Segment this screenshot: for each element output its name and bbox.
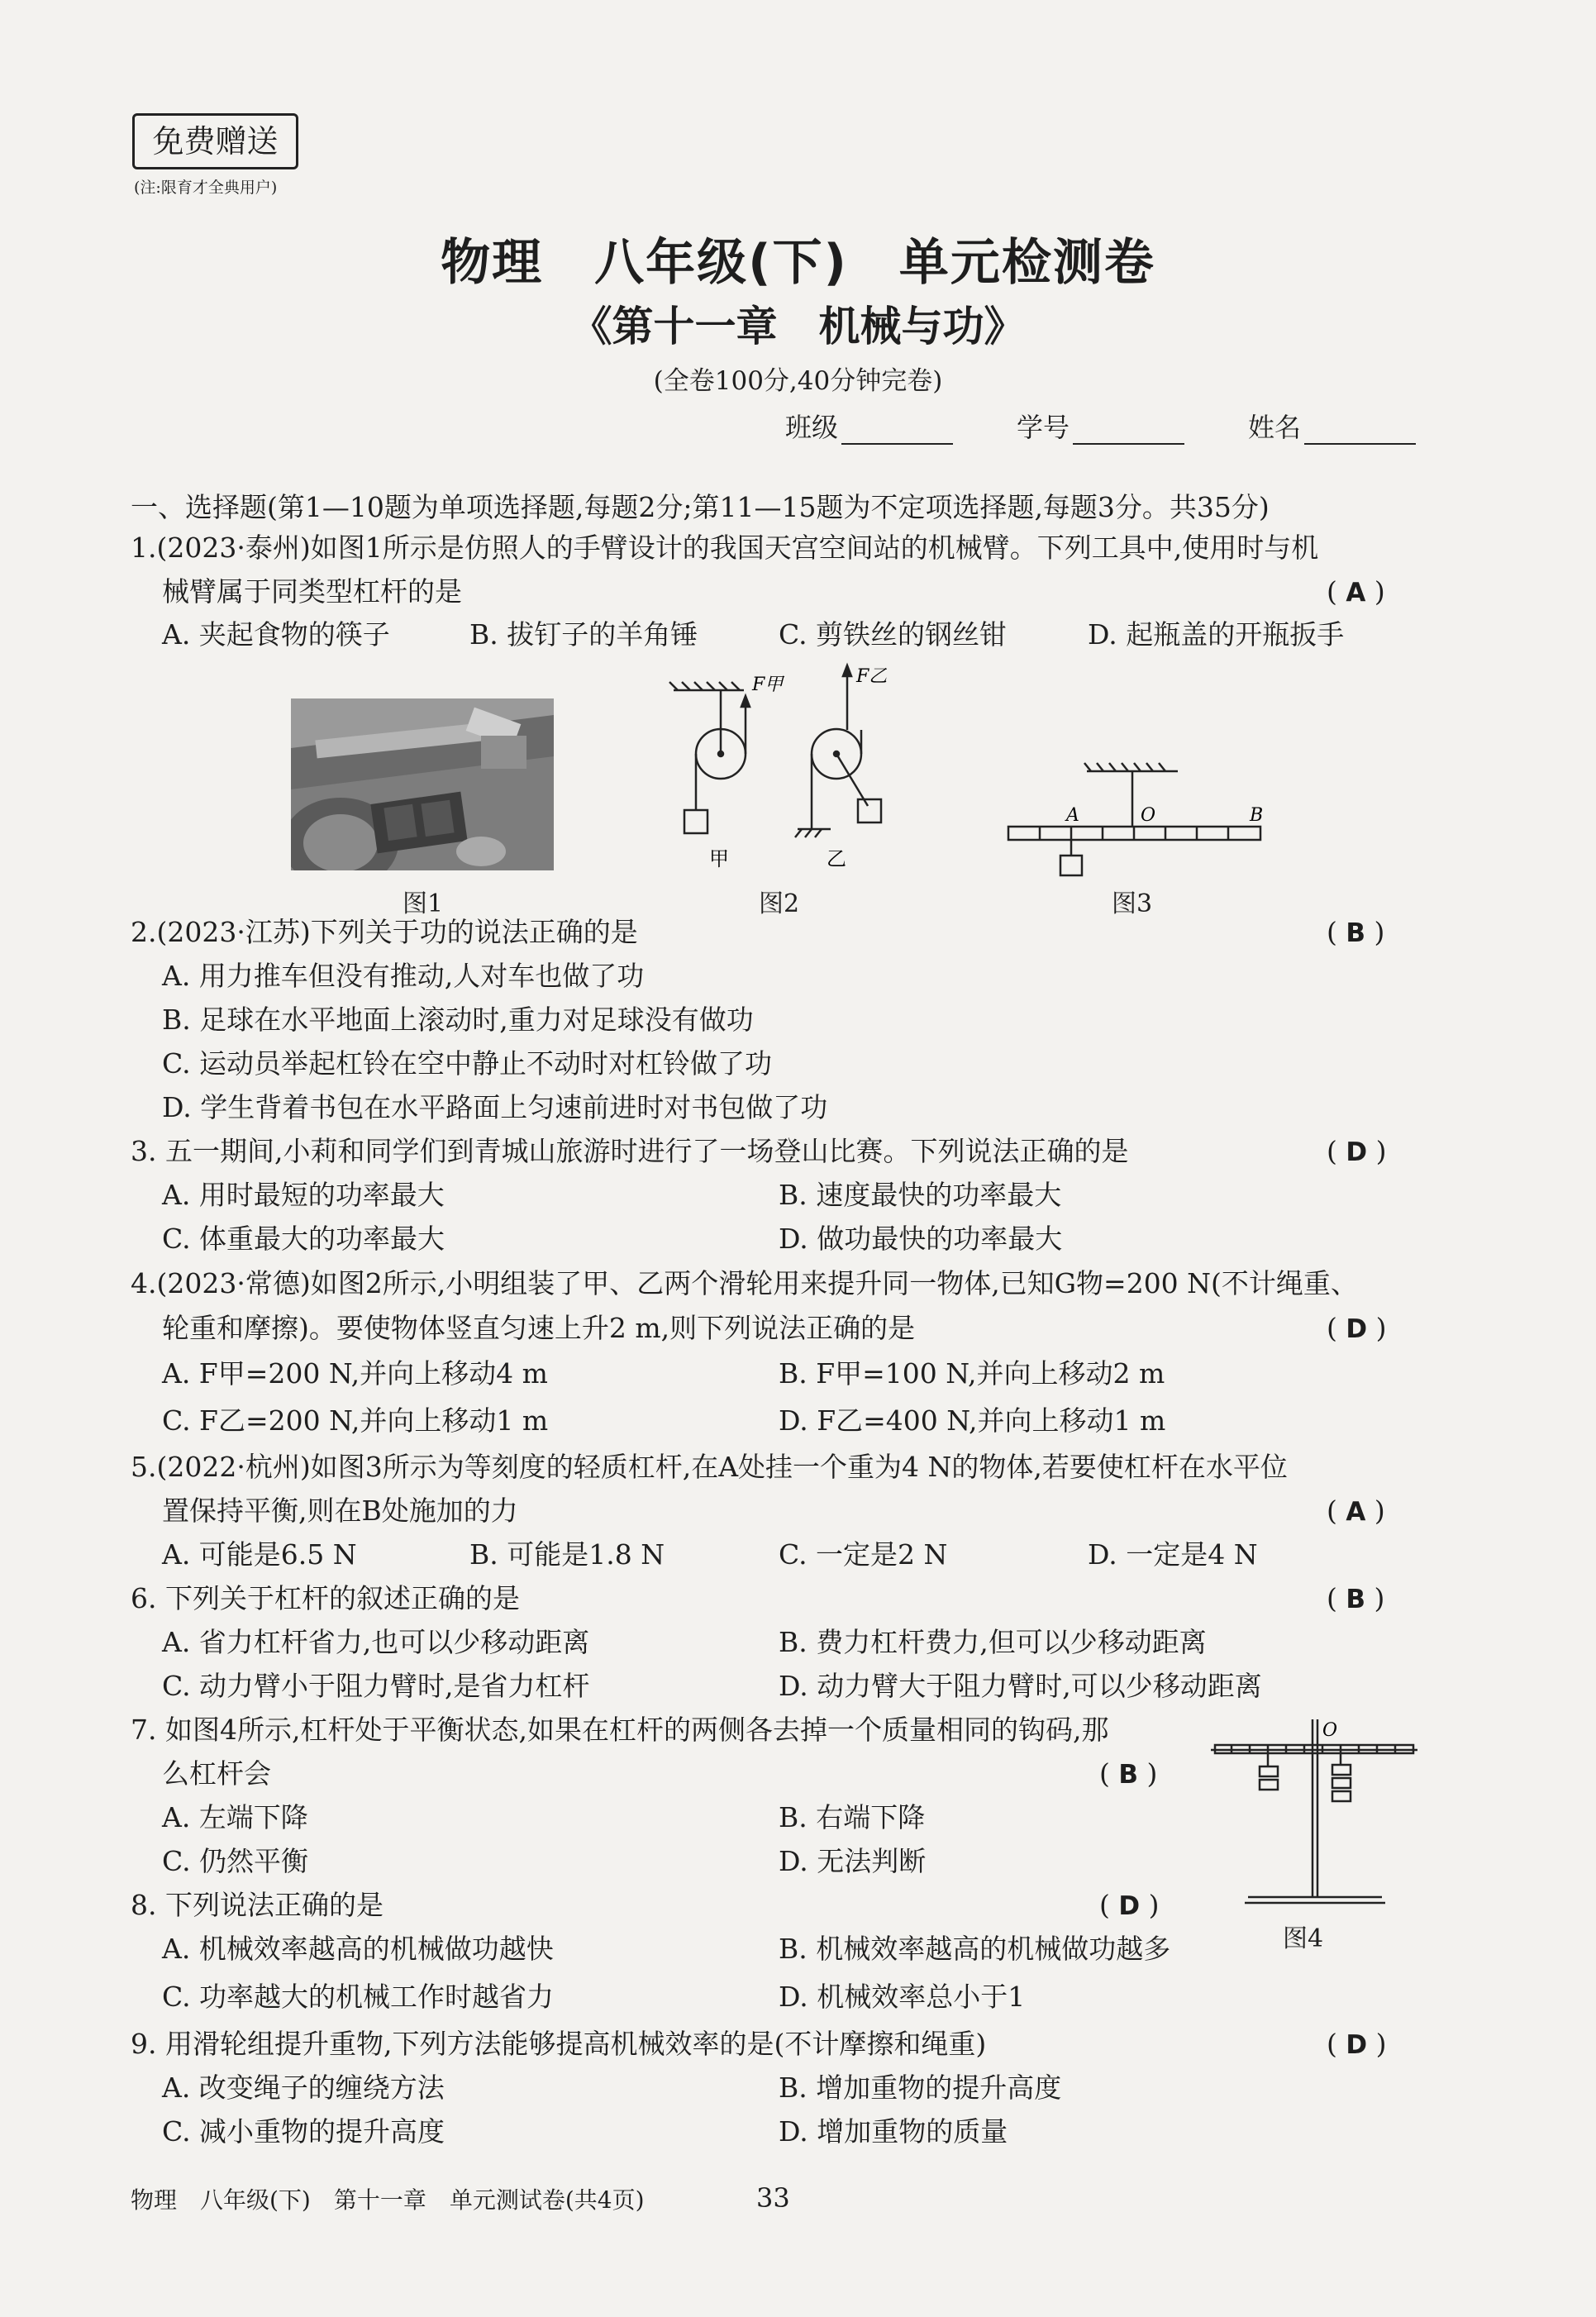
section-heading: 一、选择题(第1—10题为单项选择题,每题2分;第11—15题为不定项选择题,每题3分。共35分)	[131, 491, 1270, 523]
q6-stem: 6. 下列关于杠杆的叙述正确的是	[131, 1582, 520, 1614]
q4-stem: 4.(2023·常德)如图2所示,小明组装了甲、乙两个滑轮用来提升同一物体,已知G物=200 N(不计绳重、	[131, 1267, 1358, 1299]
q9-answer: ( D )	[1327, 2028, 1387, 2060]
q4-stem-cont: 轮重和摩擦)。要使物体竖直匀速上升2 m,则下列说法正确的是	[162, 1312, 916, 1344]
fig3-label-b: B	[1250, 805, 1264, 826]
q3-option-b: B. 速度最快的功率最大	[779, 1179, 1062, 1211]
q7-answer: ( B )	[1099, 1757, 1158, 1790]
fig4-label-o: O	[1322, 1720, 1338, 1741]
q1-option-b: B. 拔钉子的羊角锤	[469, 618, 698, 651]
exam-note: (全卷100分,40分钟完卷)	[653, 366, 943, 396]
q2-option-a: A. 用力推车但没有推动,人对车也做了功	[162, 960, 645, 992]
q5-stem: 5.(2022·杭州)如图3所示为等刻度的轻质杠杆,在A处挂一个重为4 N的物体,若要使杠杆在水平位	[131, 1451, 1288, 1483]
q4-option-d: D. F乙=400 N,并向上移动1 m	[779, 1404, 1166, 1437]
q3-option-a: A. 用时最短的功率最大	[162, 1179, 445, 1211]
q7-stem-cont: 么杠杆会	[162, 1757, 271, 1790]
q5-answer: ( A )	[1327, 1495, 1385, 1527]
figure-1-robotic-arm-photo	[291, 698, 554, 870]
figure-4-lever-stand	[1207, 1715, 1426, 1905]
q3-option-d: D. 做功最快的功率最大	[779, 1223, 1063, 1255]
stamp-note: (注:限育才全典用户)	[134, 179, 278, 197]
name-field[interactable]: 姓名	[1248, 407, 1416, 445]
fig2-label-jia: 甲	[709, 847, 729, 870]
fig2-label-f-yi: F乙	[856, 666, 888, 687]
figure-2-pulleys	[661, 657, 909, 876]
q3-stem: 3. 五一期间,小莉和同学们到青城山旅游时进行了一场登山比赛。下列说法正确的是	[131, 1135, 1129, 1167]
q1-stem: 1.(2023·泰州)如图1所示是仿照人的手臂设计的我国天宫空间站的机械臂。下列工具中,使用时与机	[131, 532, 1319, 564]
q8-answer: ( D )	[1099, 1889, 1160, 1921]
q4-answer: ( D )	[1327, 1312, 1387, 1344]
q6-option-c: C. 动力臂小于阻力臂时,是省力杠杆	[162, 1670, 590, 1702]
q4-option-c: C. F乙=200 N,并向上移动1 m	[162, 1404, 549, 1437]
figure-4-caption: 图4	[1283, 1924, 1324, 1953]
page-number: 33	[756, 2182, 790, 2214]
q6-option-d: D. 动力臂大于阻力臂时,可以少移动距离	[779, 1670, 1262, 1702]
q5-option-d: D. 一定是4 N	[1088, 1538, 1258, 1571]
q1-option-d: D. 起瓶盖的开瓶扳手	[1088, 618, 1345, 651]
q5-option-c: C. 一定是2 N	[779, 1538, 948, 1571]
q2-option-b: B. 足球在水平地面上滚动时,重力对足球没有做功	[162, 1004, 754, 1036]
q7-option-c: C. 仍然平衡	[162, 1845, 309, 1877]
q8-option-d: D. 机械效率总小于1	[779, 1981, 1026, 2013]
footer-text: 物理 八年级(下) 第十一章 单元测试卷(共4页)	[131, 2186, 645, 2214]
q3-answer: ( D )	[1327, 1135, 1387, 1167]
free-gift-stamp: 免费赠送	[132, 113, 298, 169]
page-title: 物理 八年级(下) 单元检测卷	[441, 234, 1155, 292]
q7-option-a: A. 左端下降	[162, 1801, 308, 1833]
q2-option-c: C. 运动员举起杠铃在空中静止不动时对杠铃做了功	[162, 1047, 773, 1080]
figure-3-caption: 图3	[1112, 889, 1153, 918]
q1-option-a: A. 夹起食物的筷子	[162, 618, 390, 651]
q8-option-c: C. 功率越大的机械工作时越省力	[162, 1981, 555, 2013]
q4-option-b: B. F甲=100 N,并向上移动2 m	[779, 1357, 1165, 1390]
q9-option-b: B. 增加重物的提升高度	[779, 2071, 1062, 2104]
q7-stem: 7. 如图4所示,杠杆处于平衡状态,如果在杠杆的两侧各去掉一个质量相同的钩码,那	[131, 1714, 1109, 1746]
student-number-field[interactable]: 学号	[1017, 407, 1184, 445]
q9-option-a: A. 改变绳子的缠绕方法	[162, 2071, 445, 2104]
fig2-label-f-jia: F甲	[752, 675, 784, 695]
q4-option-a: A. F甲=200 N,并向上移动4 m	[162, 1357, 548, 1390]
q3-option-c: C. 体重最大的功率最大	[162, 1223, 445, 1255]
q2-stem: 2.(2023·江苏)下列关于功的说法正确的是	[131, 916, 638, 948]
q6-option-b: B. 费力杠杆费力,但可以少移动距离	[779, 1626, 1207, 1658]
q2-option-d: D. 学生背着书包在水平路面上匀速前进时对书包做了功	[162, 1091, 828, 1123]
q9-stem: 9. 用滑轮组提升重物,下列方法能够提高机械效率的是(不计摩擦和绳重)	[131, 2028, 987, 2060]
fig3-label-o: O	[1141, 805, 1156, 826]
figure-2-caption: 图2	[759, 889, 800, 918]
q6-option-a: A. 省力杠杆省力,也可以少移动距离	[162, 1626, 590, 1658]
q6-answer: ( B )	[1327, 1582, 1385, 1614]
q7-option-b: B. 右端下降	[779, 1801, 926, 1833]
q5-stem-cont: 置保持平衡,则在B处施加的力	[162, 1495, 518, 1527]
q8-stem: 8. 下列说法正确的是	[131, 1889, 384, 1921]
q8-option-b: B. 机械效率越高的机械做功越多	[779, 1933, 1171, 1965]
figure-1-caption: 图1	[403, 889, 444, 918]
q1-stem-cont: 械臂属于同类型杠杆的是	[162, 575, 462, 608]
fig2-label-yi: 乙	[827, 847, 846, 870]
chapter-subtitle: 《第十一章 机械与功》	[570, 303, 1026, 350]
fig3-label-a: A	[1066, 805, 1079, 826]
class-field[interactable]: 班级	[785, 407, 953, 445]
q7-option-d: D. 无法判断	[779, 1845, 927, 1877]
figure-3-lever	[1000, 756, 1273, 880]
q8-option-a: A. 机械效率越高的机械做功越快	[162, 1933, 554, 1965]
q5-option-b: B. 可能是1.8 N	[469, 1538, 665, 1571]
q2-answer: ( B )	[1327, 916, 1385, 948]
q1-option-c: C. 剪铁丝的钢丝钳	[779, 618, 1008, 651]
q1-answer: ( A )	[1327, 575, 1385, 608]
q9-option-d: D. 增加重物的质量	[779, 2115, 1008, 2148]
q5-option-a: A. 可能是6.5 N	[162, 1538, 357, 1571]
q9-option-c: C. 减小重物的提升高度	[162, 2115, 445, 2148]
